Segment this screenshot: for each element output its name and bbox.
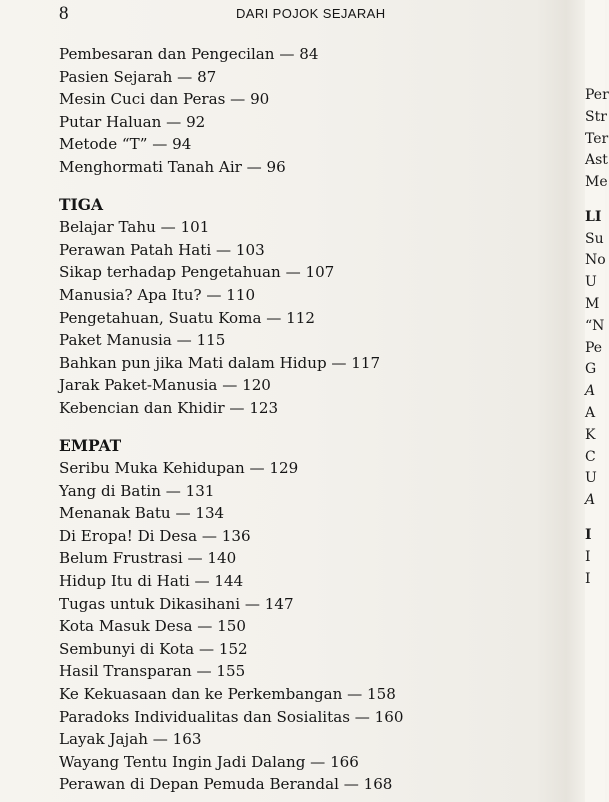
facing-page-text: A: [585, 492, 596, 508]
toc-entry: Mesin Cuci dan Peras — 90: [59, 90, 270, 109]
facing-page-text: Per: [585, 87, 609, 103]
facing-page-text: “N: [585, 318, 605, 334]
toc-entry: Menghormati Tanah Air — 96: [59, 157, 286, 176]
toc-entry: Putar Haluan — 92: [59, 112, 206, 131]
section-heading: TIGA: [59, 194, 104, 214]
toc-entry: Hasil Transparan — 155: [59, 662, 246, 681]
toc-entry: Wayang Tentu Ingin Jadi Dalang — 166: [59, 752, 359, 771]
toc-entry: Pembesaran dan Pengecilan — 84: [59, 45, 319, 63]
toc-entry: Pasien Sejarah — 87: [59, 67, 217, 86]
toc-entry: Bahkan pun jika Mati dalam Hidup — 117: [59, 353, 381, 372]
facing-page-edge: [585, 0, 609, 802]
facing-page-text: Ter: [585, 131, 609, 147]
page-number: 8: [59, 3, 69, 24]
section-tiga: [59, 194, 539, 420]
toc-entry: Tugas untuk Dikasihani — 147: [59, 594, 294, 613]
facing-page-text: A: [585, 405, 596, 421]
toc-entry: Di Eropa! Di Desa — 136: [59, 526, 251, 545]
toc-entry: Belajar Tahu — 101: [59, 218, 210, 237]
facing-page-text: U: [585, 274, 597, 290]
facing-page-text: M: [585, 296, 600, 312]
facing-page-text: C: [585, 449, 596, 465]
toc-entry: Metode “T” — 94: [59, 135, 192, 154]
running-head: DARI POJOK SEJARAH: [236, 6, 386, 21]
toc-entry: Sembunyi di Kota — 152: [59, 639, 248, 658]
facing-page-text: Me: [585, 174, 608, 190]
section-continued: [59, 43, 539, 179]
facing-page-text: A: [585, 383, 596, 399]
facing-page-heading: LI: [585, 209, 602, 225]
facing-page-text: Str: [585, 109, 607, 125]
section-heading: EMPAT: [59, 435, 122, 455]
toc-entry: Kebencian dan Khidir — 123: [59, 398, 279, 417]
toc-entry: Hidup Itu di Hati — 144: [59, 572, 244, 591]
toc-entry: Jarak Paket-Manusia — 120: [59, 376, 271, 395]
toc-entry: Perawan Patah Hati — 103: [59, 240, 265, 259]
facing-page-text: G: [585, 361, 597, 377]
toc-entry: Layak Jajah — 163: [59, 730, 202, 749]
toc-entry: Paket Manusia — 115: [59, 331, 226, 350]
facing-page-text: K: [585, 427, 596, 443]
toc-entry: Sikap terhadap Pengetahuan — 107: [59, 263, 335, 282]
toc-entry: Belum Frustrasi — 140: [59, 549, 237, 568]
toc-entry: Ke Kekuasaan dan ke Perkembangan — 158: [59, 685, 396, 704]
facing-page-text: I: [585, 571, 591, 587]
toc-entry: Menanak Batu — 134: [59, 504, 225, 523]
toc-entry: Seribu Muka Kehidupan — 129: [59, 459, 299, 478]
toc-entry: Pengetahuan, Suatu Koma — 112: [59, 308, 315, 327]
toc-entry: Manusia? Apa Itu? — 110: [59, 285, 256, 304]
table-of-contents: [59, 43, 539, 796]
toc-entry: Perawan di Depan Pemuda Berandal — 168: [59, 775, 393, 794]
facing-page-text: No: [585, 252, 606, 268]
facing-page-text: I: [585, 549, 591, 565]
facing-page-text: Ast: [585, 152, 608, 168]
section-empat: [59, 435, 539, 797]
facing-page-heading: I: [585, 527, 592, 543]
facing-page-text: Pe: [585, 340, 603, 356]
facing-page-text: U: [585, 470, 597, 486]
toc-entry: Kota Masuk Desa — 150: [59, 617, 246, 636]
toc-entry: Paradoks Individualitas dan Sosialitas — 160: [59, 707, 404, 726]
facing-page-text: Su: [585, 231, 604, 247]
toc-entry: Yang di Batin — 131: [59, 481, 215, 500]
